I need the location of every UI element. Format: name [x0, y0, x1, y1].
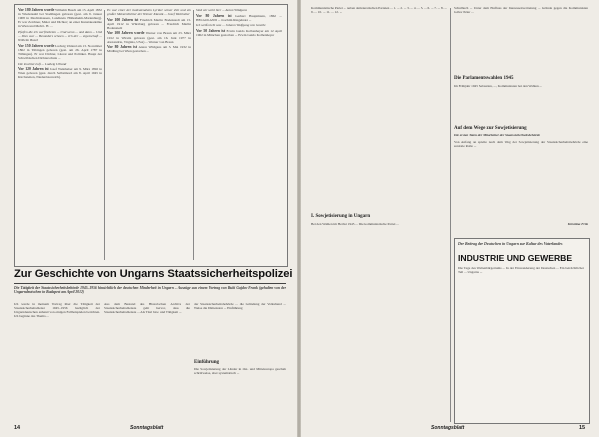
- entry-head: Vor 150 Jahren wurde: [18, 43, 55, 48]
- page-number-left: 14: [14, 425, 21, 431]
- article-text: Ich werde in meinem Vortrag über die Tätigkeit der Staatssicherheitsdienst 1945–1956 bezüglich der Ungarndeutschen anhand von einigen Fallbeispielen berichten. Ich beginne das Thema ...: [14, 302, 100, 319]
- anniversaries-col-1: [18, 8, 102, 262]
- nw-text-block: [454, 84, 588, 124]
- article-text: der Staatssicherheitsbehörde ... die Gründung der Volksbund ... Weise die Dimension ... Einführung: [194, 302, 286, 311]
- industrie-text-block: [458, 266, 584, 418]
- nw-text: Im Frühjahr 1945 Sebastian, ..., Kommunisten bei den Wahlen ...: [454, 84, 543, 88]
- ao-text-block: [454, 140, 588, 220]
- industrie-text: Die Tage des Weltenbürgertums ... In der Einwanderung der Deutschen ... Ein beträchtlicher Teil ... Ungarns ...: [458, 266, 584, 275]
- industrie-intro: Der Beitrag der Deutschen in Ungarn zur Kultur des Vaterlandes: [458, 242, 563, 246]
- entry-head: Vor 100 Jahren wurde: [107, 31, 145, 36]
- headline-rule: [14, 283, 286, 284]
- page-number-right: 15: [579, 425, 586, 431]
- poem-text: Sind wir wohl hier ... Anton Wildgans: [196, 8, 247, 12]
- right-col-1: [311, 6, 447, 212]
- article-intro: Die Tätigkeit der Staatssicherheitsbehörde 1945–1956 hinsichtlich der deutschen Minderheit in Ungarn – Auszüge aus einem Vortrag von Buki Gajdos-Frank (gehalten von der Ungarndeutschen in Budapest am April 2012): [14, 286, 286, 295]
- entry-text: Ludwig Uhland am 13. November 1862 in Tübingen geboren (gest. am 26. April 1787 in Tübingen). Er war Dichter, Literat und Politiker. Haupt der Schwäbischen Dichterschule ...: [18, 43, 102, 61]
- anniversaries-col-2: [107, 8, 191, 262]
- poem-text: Pfeifen die ich werftretteten ... Und wenn ... und dann ... Und ... Dies war ... Besonders schoen ... Ich der ... eigenschaft ... Wilhelm Busch: [18, 29, 102, 43]
- entry-text: Werner von Braun am 23. März 1912 in Wirsitz geboren (gest. am 16. Juni 1977 in Alexandria, Virginia, USA) ... Werner von Braun: [107, 31, 191, 44]
- article-col-3: [194, 302, 286, 358]
- entry-head: Vor 100 Jahren ist: [107, 17, 139, 22]
- column-divider: [104, 10, 105, 260]
- poem-text: Es war einer der bedeutendsten Lyriker seiner Zeit und ein großer Meisterdichter der Wiener Klassik ... Josef Weinheber: [107, 8, 191, 17]
- entry-text: Friedrich Martin Bodenstedt am 15. April 1912 in Würzburg geboren ... Friedrich Martin Bodenstedt: [107, 17, 191, 30]
- article-headline: Zur Geschichte von Ungarns Staatssicherheitspolizei: [14, 268, 293, 280]
- entry-text: Gerhart Hauptmann, 1862 ... HELGOLAND ... Joachim Ringelnatz ...: [196, 13, 282, 22]
- column-divider: [450, 8, 451, 422]
- entry-head: Vor 50 Jahren ist: [196, 28, 226, 33]
- brand-right: Sonntagsblatt: [431, 425, 465, 431]
- brand-left: Sonntagsblatt: [130, 425, 164, 431]
- entry-text: Erwin Guido Kolbenheyer am 12 April 1962 in München gestorben ... Erwin Guido Kolbenheyer: [196, 28, 282, 37]
- article-col-1: [14, 302, 100, 422]
- einfuehrung-heading: Einführung: [194, 360, 220, 365]
- left-page: [0, 0, 297, 437]
- entry-text: Anton Wildgans am 3. Mai 1932 in Mödling bei Wien gestorben ...: [107, 45, 191, 54]
- einfuehrung-text-block: [194, 367, 286, 422]
- entry-text: Josef Weinheber am 9. März 1892 in Wien geboren (gest. durch Selbstmord am 8. April 1945 in Kirchstetten, Niederösterreich).: [18, 67, 102, 80]
- sowjet-heading: I. Sowjetisierung in Ungarn: [311, 214, 371, 219]
- right-col-1-text: Kommunistische Partei ... neben demokratischen Parteien ... 1. ... 2. ... 3. ... 4. ... 5. ... 6. ... 7. ... 8. ... 9. ... 10. ... 11. ... 12. ...: [311, 6, 447, 15]
- nw-heading: Die Parlamentswahlen 1945: [454, 76, 514, 81]
- entry-head: Vor 80 Jahren ist: [196, 13, 232, 18]
- article-signature: Krisztina Fritz: [567, 222, 588, 226]
- ao-subheading: Die ersten Taten der Mitarbeiter der Staatssicherheitsbehörde: [454, 133, 540, 137]
- sowjet-text: Bei den Wahlen im Herbst 1945 ... Die kommunistische Partei ...: [311, 222, 399, 226]
- entry-head: Vor 120 Jahren ist: [18, 67, 49, 72]
- entry-head: Vor 180 Jahren wurde: [18, 8, 55, 12]
- ao-text: Von Anfang an spielte nach dem Weg der Sowjetisierung der Staatssicherheitsbehörde eine zentrale Rolle ...: [454, 140, 588, 149]
- einfuehrung-text: Die Sowjetisierung der Länder in Ost- und Mitteleuropa geschah schrittweise, aber systematisch ...: [194, 367, 286, 376]
- article-text: Aus dem Bestand des Historischen Archivs der Staatssicherheitsdienste geht hervor, dass die Staatssicherheitsdienste ... Als Titel bzw. und Tätigkeit ...: [104, 302, 190, 315]
- industrie-title: INDUSTRIE UND GEWERBE: [458, 253, 573, 263]
- ao-heading: Auf dem Wege zur Sowjetisierung: [454, 126, 527, 131]
- entry-text: Wilhelm Busch am 15. April 1832 in Wiedensahl bei Stadthagen geboren (gest. am 9. Januar 1908 in Mechtshausen, Landkreis Hildesheim-Marienburg). Er war Zeichner, Maler und Dichter; an einer Kunstakademie in Wien und Mehl i. H. ...: [18, 8, 102, 29]
- column-divider: [193, 10, 194, 260]
- entry-head: Vor 80 Jahren ist: [107, 45, 137, 50]
- article-col-2: [104, 302, 190, 422]
- sowjet-text-block: [311, 222, 447, 424]
- anniversaries-col-3: [196, 8, 282, 262]
- right-col-2-text: Schulbuch ... Unter dem Einfluss der Interessenvertretung ... Gründe gegen die Kommunisten Gábor Péter ...: [454, 6, 588, 15]
- poem-text: Ich weiß nicht was ... Johann Wolfgang von Goethe: [196, 23, 266, 28]
- right-col-2: [454, 6, 588, 74]
- right-page: [301, 0, 599, 437]
- poem-text: Die leuchtet Luft ... Ludwig Uhland: [18, 61, 67, 66]
